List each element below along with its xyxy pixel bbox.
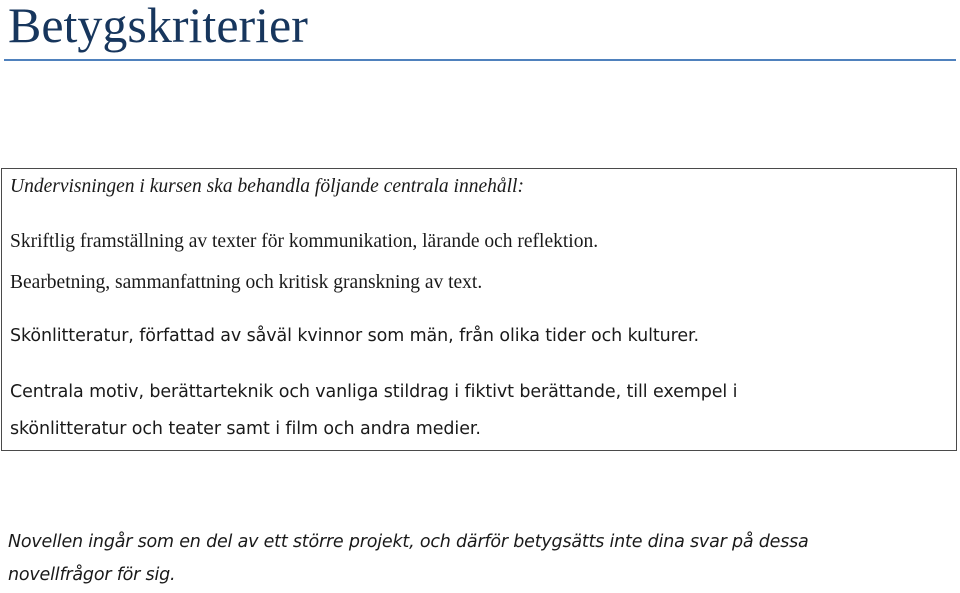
page-title: Betygskriterier — [8, 0, 308, 53]
content-item-writing: Skriftlig framställning av texter för kommunikation, lärande och reflektion. — [10, 231, 599, 252]
content-item-motifs-line-1: Centrala motiv, berättarteknik och vanliga stildrag i fiktivt berättande, till exempel i — [10, 382, 738, 402]
content-item-motifs-line-2: skönlitteratur och teater samt i film och andra medier. — [10, 419, 481, 439]
content-heading: Undervisningen i kursen ska behandla följande centrala innehåll: — [10, 176, 524, 197]
title-underline — [4, 59, 956, 61]
content-item-editing: Bearbetning, sammanfattning och kritisk granskning av text. — [10, 272, 483, 293]
content-item-fiction: Skönlitteratur, författad av såväl kvinnor som män, från olika tider och kulturer. — [10, 326, 699, 346]
grading-note-line-2: novellfrågor för sig. — [8, 565, 176, 585]
central-content-box — [1, 168, 957, 451]
grading-note-line-1: Novellen ingår som en del av ett större projekt, och därför betygsätts inte dina svar på dessa — [8, 532, 809, 552]
